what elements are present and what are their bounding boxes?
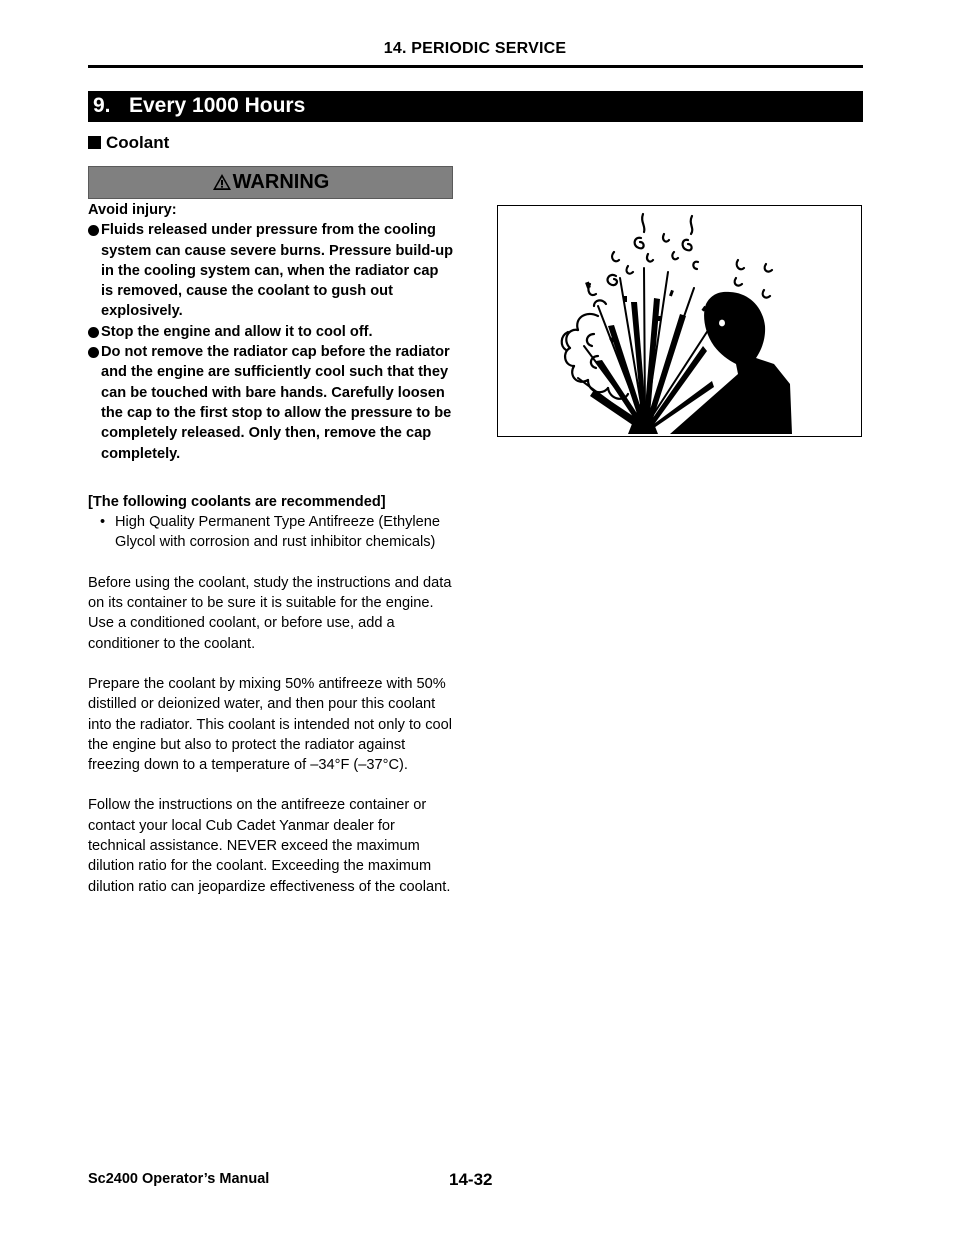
section-heading: [88, 91, 863, 122]
body-paragraph: Prepare the coolant by mixing 50% antifreeze with 50% distilled or deionized water, and then pour this coolant into the radiator. This coolant is intended not only to cool the engine but also to protect the radiator against freezing down to a temperature of –34°F (–37°C).: [88, 675, 452, 774]
warning-item-text: Do not remove the radiator cap before the radiator and the engine are sufficiently cool such that they can be touched with bare hands. Carefully loosen the cap to the first stop to allow the pressure to be completely released. Only then, remove the cap completely.: [101, 344, 452, 462]
body-paragraph: Follow the instructions on the antifreeze container or contact your local Cub Cadet Yanmar dealer for technical assistance. NEVER exceed the maximum dilution ratio for the coolant. Exceeding the maximum dilution ratio can jeopardize effectiveness of the coolant.: [88, 797, 451, 895]
footer-manual-title: Sc2400 Operator’s Manual: [88, 1171, 270, 1187]
warning-item: [88, 322, 454, 342]
body-paragraph: Before using the coolant, study the instructions and data on its container to be sure it is suitable for the engine.: [88, 574, 452, 612]
footer-page-number: 14-32: [449, 1170, 493, 1189]
warning-intro: Avoid injury:: [88, 202, 177, 218]
warning-item: [88, 342, 454, 464]
subsection-heading: [88, 132, 169, 154]
left-column: [88, 200, 454, 897]
recommended-bullet: •: [100, 514, 106, 531]
chapter-title: 14. PERIODIC SERVICE: [383, 40, 567, 57]
hot-coolant-burst-icon: [498, 206, 861, 436]
header-divider: [88, 65, 863, 68]
coolant-spray-illustration: [497, 205, 862, 437]
warning-item: [88, 220, 454, 321]
round-bullet-icon: [88, 347, 99, 358]
section-title: Every 1000 Hours: [129, 94, 306, 117]
warning-item-text: Fluids released under pressure from the cooling system can cause severe burns. Pressure build-up in the cooling system can, when the radiator cap is removed, cause the coolant to gush out explosively.: [101, 222, 454, 320]
recommended-heading: [The following coolants are recommended]: [88, 493, 386, 510]
warning-banner: [88, 166, 453, 199]
round-bullet-icon: [88, 225, 99, 236]
recommended-item-text: High Quality Permanent Type Antifreeze (Ethylene Glycol with corrosion and rust inhibitor chemicals): [115, 514, 441, 551]
warning-triangle-icon: [212, 173, 232, 191]
warning-item-text: Stop the engine and allow it to cool off.: [101, 323, 373, 340]
square-bullet-icon: [88, 136, 101, 149]
warning-label: WARNING: [232, 171, 330, 193]
recommended-item: [88, 512, 454, 553]
body-paragraph: Use a conditioned coolant, or before use, add a conditioner to the coolant.: [88, 615, 395, 652]
round-bullet-icon: [88, 327, 99, 338]
section-number: 9.: [93, 94, 111, 117]
subsection-title: Coolant: [106, 133, 170, 152]
